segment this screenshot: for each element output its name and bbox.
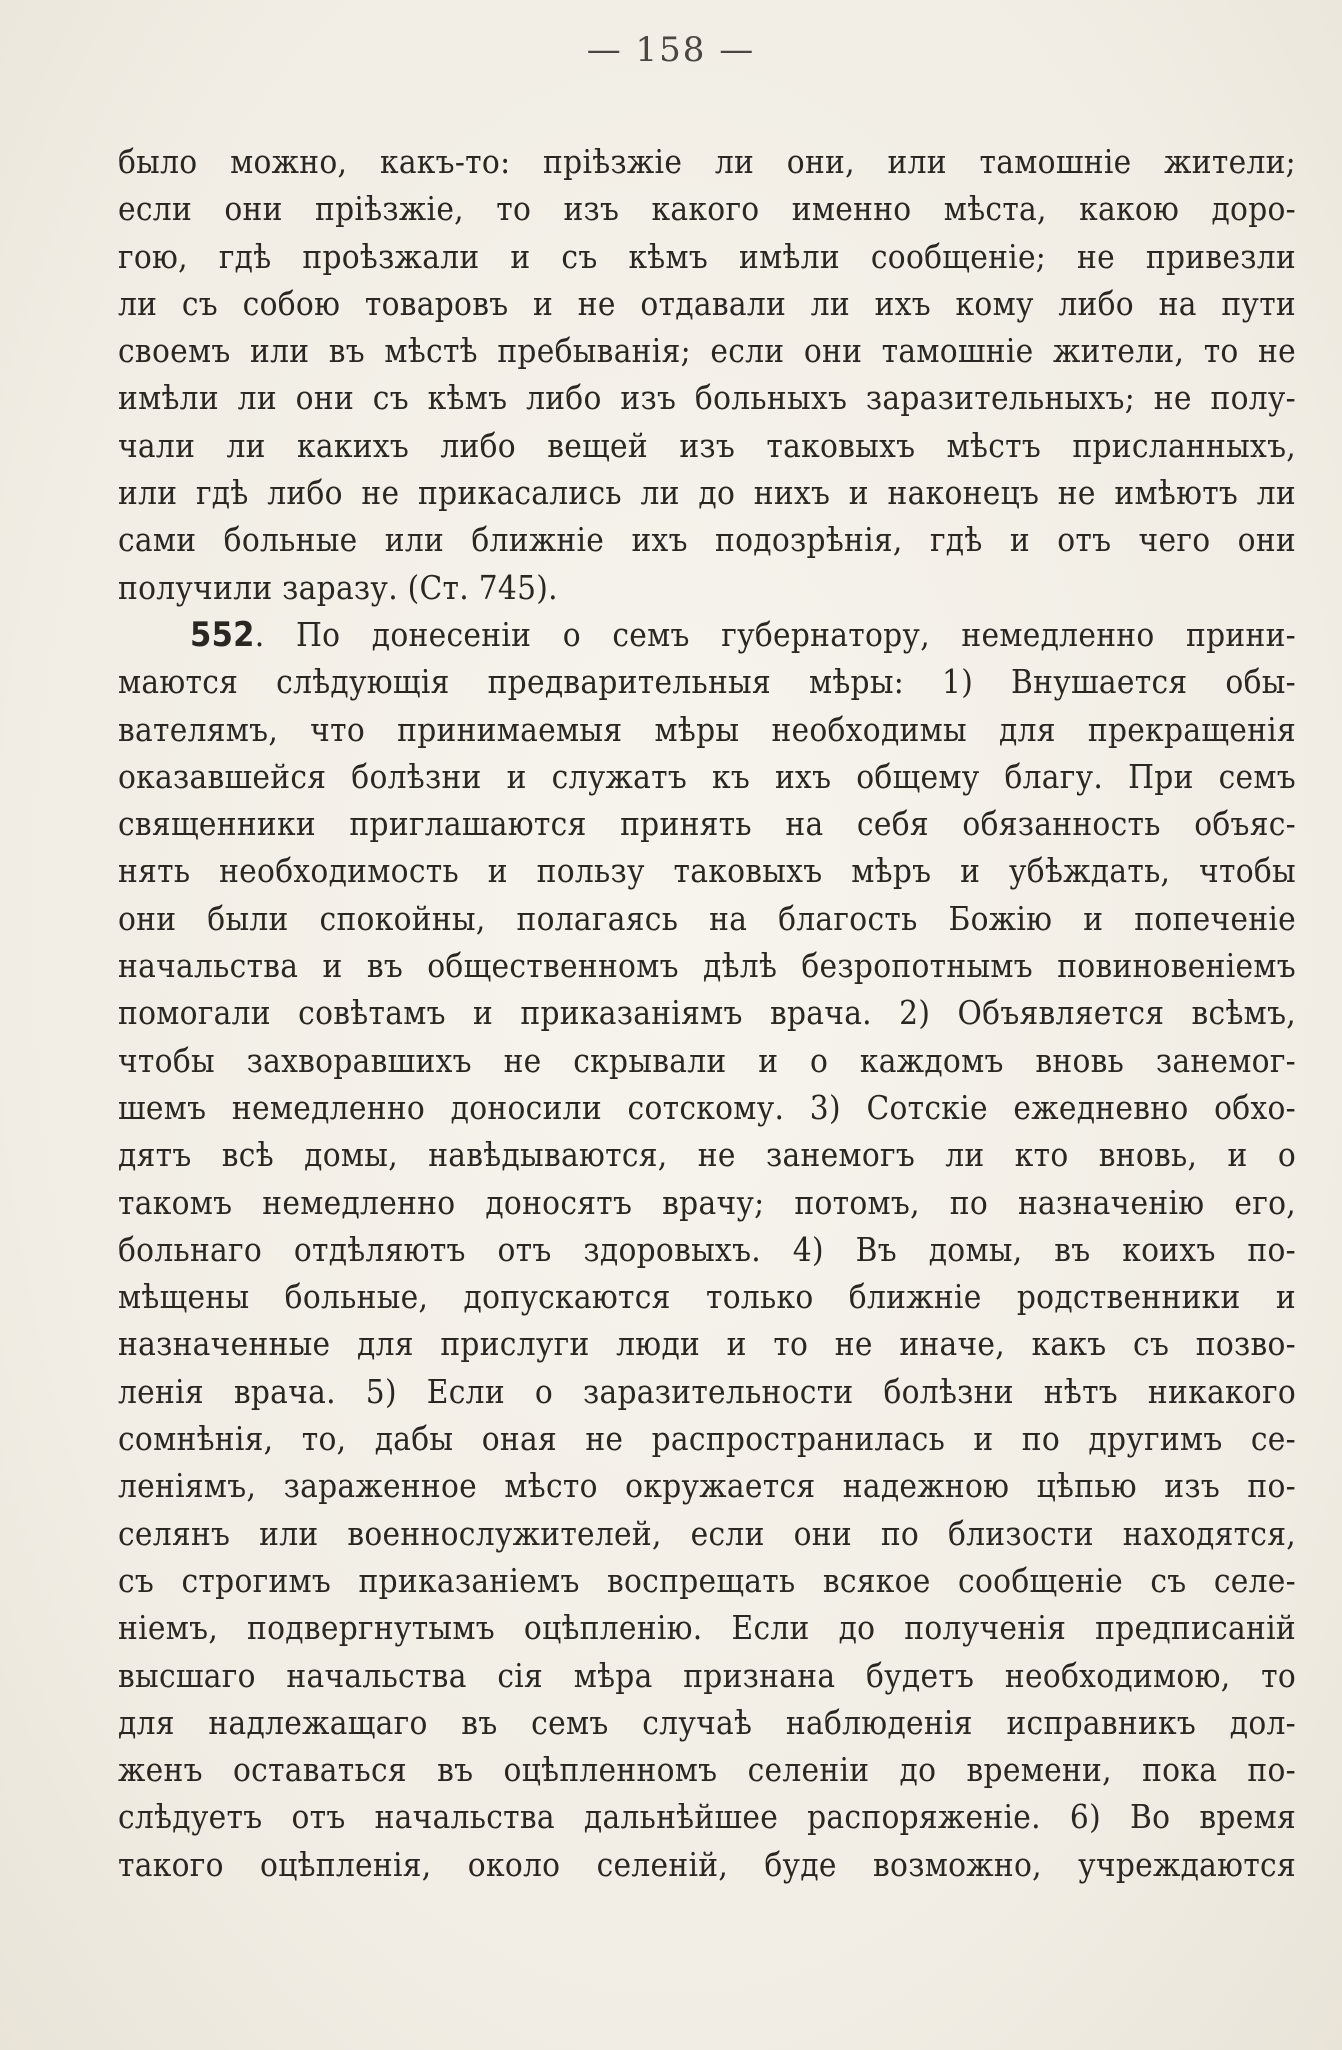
text-line: назначенные для прислуги люди и то не иначе, какъ съ позво-	[118, 1324, 1296, 1364]
text-line: ли съ собою товаровъ и не отдавали ли ихъ кому либо на пути	[118, 283, 1296, 323]
text-line: нять необходимость и пользу таковыхъ мѣръ и убѣждать, чтобы	[118, 851, 1296, 891]
text-line: оказавшейся болѣзни и служатъ къ ихъ общему благу. При семъ	[118, 756, 1296, 796]
paragraph-552	[118, 611, 1296, 1888]
text-line: священники приглашаются принять на себя обязанность объяс-	[118, 804, 1296, 844]
text-line: было можно, какъ-то: пріѣзжіе ли они, или тамошніе жители;	[118, 142, 1296, 181]
text-line: маются слѣдующія предварительныя мѣры: 1) Внушается обы-	[118, 662, 1296, 702]
text-line: они были спокойны, полагаясь на благость Божію и попеченіе	[118, 898, 1296, 938]
text-line: для надлежащаго въ семъ случаѣ наблюденія исправникъ дол-	[118, 1702, 1296, 1742]
text-line: ленія врача. 5) Если о заразительности болѣзни нѣтъ никакого	[118, 1371, 1296, 1411]
text-line: если они пріѣзжіе, то изъ какого именно мѣста, какою доро-	[118, 189, 1296, 229]
text-line: своемъ или въ мѣстѣ пребыванія; если они тамошніе жители, то не	[118, 331, 1296, 371]
text-line: такого оцѣпленія, около селеній, буде возможно, учреждаются	[118, 1844, 1296, 1884]
text-line: высшаго начальства сія мѣра признана будетъ необходимою, то	[118, 1655, 1296, 1695]
text-line: чали ли какихъ либо вещей изъ таковыхъ мѣстъ присланныхъ,	[118, 425, 1296, 465]
text-line: помогали совѣтамъ и приказаніямъ врача. 2) Объявляется всѣмъ,	[118, 993, 1296, 1033]
text-line: такомъ немедленно доносятъ врачу; потомъ, по назначенію его,	[118, 1182, 1296, 1222]
paragraph-first-line-text: . По донесеніи о семъ губернатору, немедленно прини-	[254, 614, 1296, 654]
paragraph-continuation	[118, 138, 1296, 611]
text-line: вателямъ, что принимаемыя мѣры необходимы для прекращенія	[118, 709, 1296, 749]
text-line: начальства и въ общественномъ дѣлѣ безропотнымъ повиновеніемъ	[118, 946, 1296, 986]
text-line: имѣли ли они съ кѣмъ либо изъ больныхъ заразительныхъ; не полу-	[118, 378, 1296, 418]
text-line: сами больные или ближніе ихъ подозрѣнія, гдѣ и отъ чего они	[118, 520, 1296, 560]
text-line: селянъ или военнослужителей, если они по близости находятся,	[118, 1513, 1296, 1553]
text-line: гою, гдѣ проѣзжали и съ кѣмъ имѣли сообщеніе; не привезли	[118, 236, 1296, 276]
text-line: сомнѣнія, то, дабы оная не распространилась и по другимъ се-	[118, 1419, 1296, 1459]
text-line: или гдѣ либо не прикасались ли до нихъ и наконецъ не имѣютъ ли	[118, 473, 1296, 513]
body-text	[118, 138, 1296, 1888]
text-line: слѣдуетъ отъ начальства дальнѣйшее распоряженіе. 6) Во время	[118, 1797, 1296, 1837]
text-line: съ строгимъ приказаніемъ воспрещать всякое сообщеніе съ селе-	[118, 1560, 1296, 1600]
text-line: мѣщены больные, допускаются только ближніе родственники и	[118, 1277, 1296, 1317]
text-line: леніямъ, зараженное мѣсто окружается надежною цѣпью изъ по-	[118, 1466, 1296, 1506]
text-line: женъ оставаться въ оцѣпленномъ селеніи до времени, пока по-	[118, 1750, 1296, 1790]
text-line: чтобы захворавшихъ не скрывали и о каждомъ вновь занемог-	[118, 1040, 1296, 1080]
paragraph-number: 552	[190, 614, 255, 655]
text-line: ніемъ, подвергнутымъ оцѣпленію. Если до полученія предписаній	[118, 1608, 1296, 1648]
text-line: больнаго отдѣляютъ отъ здоровыхъ. 4) Въ домы, въ коихъ по-	[118, 1229, 1296, 1269]
text-line: получили заразу. (Ст. 745).	[118, 567, 558, 607]
page-number: — 158 —	[586, 30, 756, 70]
text-line: дятъ всѣ домы, навѣдываются, не занемогъ ли кто вновь, и о	[118, 1135, 1296, 1175]
paragraph-first-line	[118, 611, 1296, 658]
text-line: шемъ немедленно доносили сотскому. 3) Сотскіе ежедневно обхо-	[118, 1087, 1296, 1127]
